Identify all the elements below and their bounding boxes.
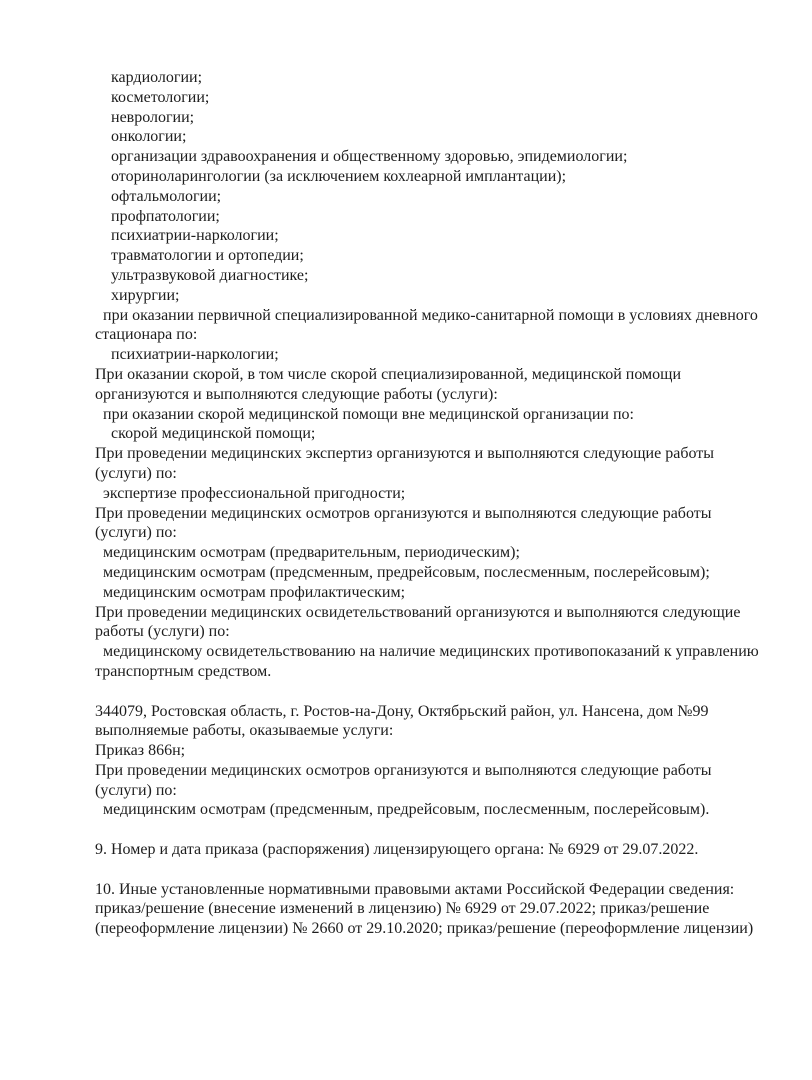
- text-line: хирургии;: [111, 286, 180, 304]
- text-line: (услуги) по:: [95, 781, 177, 799]
- blank-line: [95, 820, 785, 840]
- text-line: медицинским осмотрам (предсменным, предрейсовым, послесменным, послерейсовым);: [103, 563, 710, 581]
- text-line: кардиологии;: [111, 69, 203, 86]
- text-line: При проведении медицинских осмотров организуются и выполняются следующие работы: [95, 504, 712, 522]
- text-line: При проведении медицинских осмотров организуются и выполняются следующие работы: [95, 761, 712, 779]
- text-line: неврологии;: [111, 108, 195, 126]
- text-line: (услуги) по:: [95, 524, 177, 542]
- text-line: оториноларингологии (за исключением кохлеарной имплантации);: [111, 167, 567, 185]
- text-line: 10. Иные установленные нормативными правовыми актами Российской Федерации сведения:: [95, 880, 735, 898]
- text-line: косметологии;: [111, 88, 210, 106]
- text-line: медицинским осмотрам (предсменным, предрейсовым, послесменным, послерейсовым).: [103, 801, 710, 819]
- text-line: транспортным средством.: [95, 662, 272, 680]
- text-line: медицинским осмотрам (предварительным, периодическим);: [103, 544, 520, 562]
- text-line: профпатологии;: [111, 207, 220, 225]
- text-line: при оказании скорой медицинской помощи вне медицинской организации по:: [103, 405, 634, 423]
- text-line: ультразвуковой диагностике;: [111, 266, 309, 284]
- text-line: При проведении медицинских освидетельствований организуются и выполняются следующие: [95, 603, 741, 621]
- blank-line: [95, 860, 785, 880]
- text-line: 9. Номер и дата приказа (распоряжения) лицензирующего органа: № 6929 от 29.07.2022.: [95, 841, 699, 859]
- text-line: скорой медицинской помощи;: [111, 425, 316, 443]
- text-line: выполняемые работы, оказываемые услуги:: [95, 722, 394, 740]
- text-line: стационара по:: [95, 326, 198, 344]
- text-line: медицинскому освидетельствованию на наличие медицинских противопоказаний к управлению: [103, 643, 759, 661]
- document-body: [95, 68, 785, 939]
- blank-line: [95, 682, 785, 702]
- text-line: (переоформление лицензии) № 2660 от 29.10.2020; приказ/решение (переоформление лицензии): [95, 920, 754, 938]
- text-line: психиатрии-наркологии;: [111, 346, 279, 364]
- text-line: приказ/решение (внесение изменений в лицензию) № 6929 от 29.07.2022; приказ/решение: [95, 900, 710, 918]
- text-line: организации здравоохранения и общественному здоровью, эпидемиологии;: [111, 148, 628, 166]
- text-line: организуются и выполняются следующие работы (услуги):: [95, 385, 498, 403]
- text-line: работы (услуги) по:: [95, 623, 230, 641]
- text-line: медицинским осмотрам профилактическим;: [103, 583, 406, 601]
- text-line: офтальмологии;: [111, 187, 222, 205]
- text-line: онкологии;: [111, 128, 187, 146]
- text-line: При оказании скорой, в том числе скорой специализированной, медицинской помощи: [95, 365, 682, 383]
- text-line: (услуги) по:: [95, 464, 177, 482]
- text-line: При проведении медицинских экспертиз организуются и выполняются следующие работы: [95, 445, 714, 463]
- text-line: при оказании первичной специализированной медико-санитарной помощи в условиях дневного: [103, 306, 758, 324]
- text-line: экспертизе профессиональной пригодности;: [103, 484, 406, 502]
- text-line: психиатрии-наркологии;: [111, 227, 279, 245]
- text-line: травматологии и ортопедии;: [111, 247, 304, 265]
- text-line: 344079, Ростовская область, г. Ростов-на-Дону, Октябрьский район, ул. Нансена, дом №99: [95, 702, 709, 720]
- text-line: Приказ 866н;: [95, 742, 186, 760]
